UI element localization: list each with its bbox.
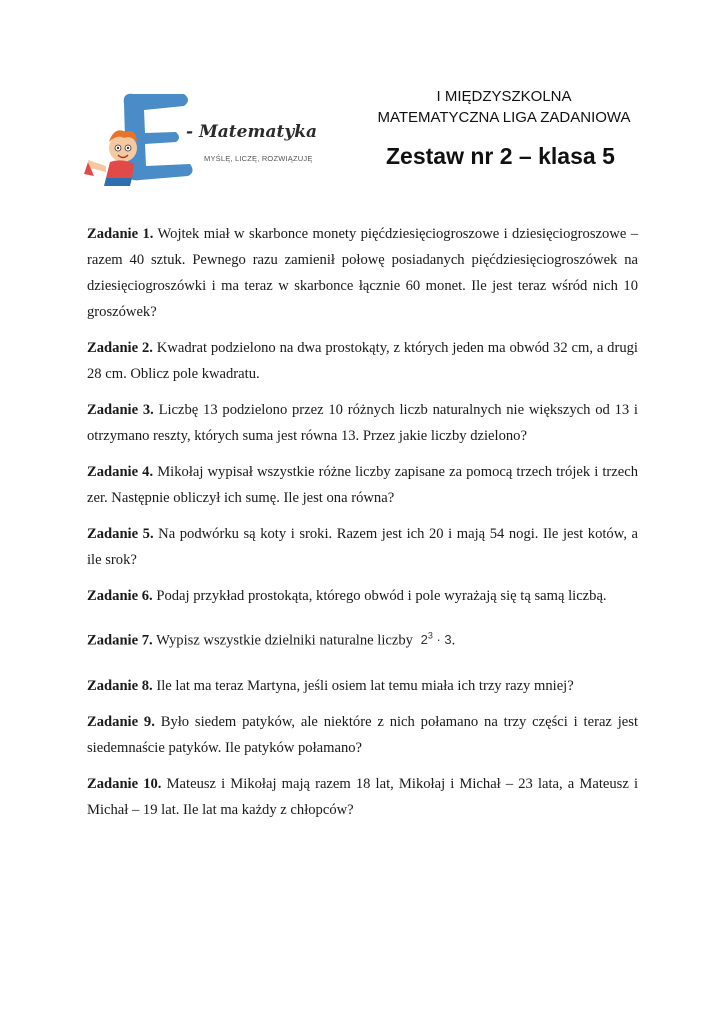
task-7 xyxy=(87,623,638,653)
task-text: Kwadrat podzielono na dwa prostokąty, z których jeden ma obwód 32 cm, a drugi 28 cm. Oblicz pole kwadratu. xyxy=(87,340,638,382)
task-10 xyxy=(87,771,638,823)
math-base: 2 xyxy=(420,632,428,648)
task-label: Zadanie 10. xyxy=(87,776,162,793)
math-rest: · 3 xyxy=(436,632,452,648)
logo xyxy=(84,82,324,192)
task-text: Wypisz wszystkie dzielniki naturalne liczby xyxy=(156,632,413,649)
task-suffix: . xyxy=(451,632,456,649)
task-4 xyxy=(87,459,638,511)
task-text: Podaj przykład prostokąta, którego obwód i pole wyrażają się tą samą liczbą. xyxy=(156,588,607,604)
task-6 xyxy=(87,583,638,609)
task-label: Zadanie 8. xyxy=(87,678,153,695)
header-title-line2: MATEMATYCZNA LIGA ZADANIOWA xyxy=(377,109,631,126)
math-exponent: 3 xyxy=(427,631,433,641)
task-list xyxy=(87,221,638,823)
task-text: Ile lat ma teraz Martyna, jeśli osiem lat temu miała ich trzy razy mniej? xyxy=(156,678,574,695)
task-8 xyxy=(87,673,638,699)
task-2 xyxy=(87,335,638,387)
task-label: Zadanie 5. xyxy=(87,526,154,542)
task-text: Na podwórku są koty i sroki. Razem jest ich 20 i mają 54 nogi. Ile jest kotów, a ile srok? xyxy=(87,526,639,568)
task-label: Zadanie 4. xyxy=(87,464,154,480)
task-label: Zadanie 9. xyxy=(87,714,155,731)
task-text: Mikołaj wypisał wszystkie różne liczby zapisane za pomocą trzech trójek i trzech zer. Następnie obliczył ich sumę. Ile jest ona równa? xyxy=(87,464,639,506)
task-9 xyxy=(87,709,638,761)
task-label: Zadanie 7. xyxy=(87,632,153,649)
task-text: Liczbę 13 podzielono przez 10 różnych liczb naturalnych nie większych od 13 i otrzymano reszty, których suma jest równa 13. Przez jakie liczby dzielono? xyxy=(87,402,638,444)
task-5 xyxy=(87,521,638,573)
e-letter-mascot-icon xyxy=(84,82,194,192)
task-label: Zadanie 3. xyxy=(87,402,154,418)
math-expression xyxy=(421,632,452,647)
set-subtitle: Zestaw nr 2 – klasa 5 xyxy=(386,143,615,169)
task-text: Wojtek miał w skarbonce monety pięćdziesięciogroszowe i dziesięciogroszowe – razem 40 sztuk. Pewnego razu zamienił połowę posiadanych pięćdziesięciogroszówek na dziesięciogroszówki i ma teraz w skarbonce łącznie 60 monet. Ile jest teraz wśród nich 10 groszówek? xyxy=(87,226,638,320)
task-1 xyxy=(87,221,638,325)
task-3 xyxy=(87,397,638,449)
task-text: Było siedem patyków, ale niektóre z nich połamano na trzy części i teraz jest siedemnaście patyków. Ile patyków połamano? xyxy=(87,714,638,757)
task-text: Mateusz i Mikołaj mają razem 18 lat, Mikołaj i Michał – 23 lata, a Mateusz i Michał – 19 lat. Ile lat ma każdy z chłopców? xyxy=(87,776,638,819)
header-title-line1: I MIĘDZYSZKOLNA xyxy=(436,88,572,105)
task-label: Zadanie 2. xyxy=(87,340,153,356)
task-label: Zadanie 1. xyxy=(87,226,154,242)
logo-title: - Matematyka xyxy=(186,122,318,142)
task-label: Zadanie 6. xyxy=(87,588,153,604)
logo-tagline: MYŚLĘ, LICZĘ, ROZWIĄZUJĘ xyxy=(204,154,313,163)
